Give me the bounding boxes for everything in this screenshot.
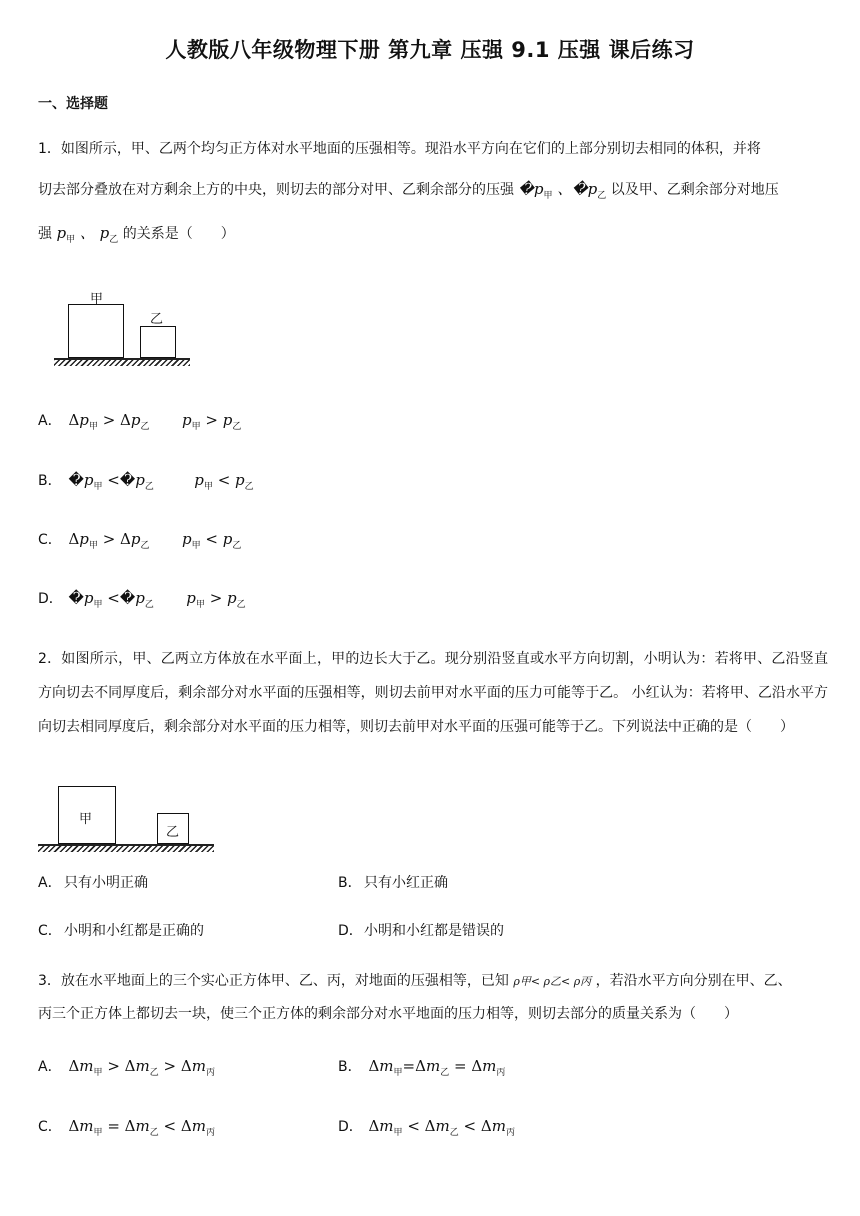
q1-option-a-left: $\Delta p_甲 > \Delta p_乙$ [68,411,150,432]
q1-text-line-2-b: 以及甲、乙剩余部分对地压 [610,182,779,198]
q3-text-line-1-b: ，若沿水平方向分别在甲、乙、 [595,973,792,989]
q1-option-c-left: $\Delta p_甲 > \Delta p_乙$ [68,530,150,551]
q1-option-b-left: $�p_甲$ $<�p_乙$ [68,471,154,492]
q1-text-line-3-b: 的关系是（ ） [122,226,235,242]
q1-text-line-3-a: 强 [38,226,52,242]
q3-option-c-text: $\Delta m_甲 = \Delta m_乙 < \Delta m_丙$ [68,1117,215,1138]
q2-ground [38,844,214,852]
q2-cube-jia-label: 甲 [79,812,93,827]
q1-option-b[interactable] [38,470,254,492]
q2-option-a-label: A． [38,875,62,891]
q2-option-b-text: 只有小红正确 [364,875,448,891]
q1-text-line-3 [38,222,235,245]
q1-option-c-label: C． [38,532,62,548]
q2-option-d-text: 小明和小红都是错误的 [364,923,504,939]
q3-text-line-2: 丙三个正方体上都切去一块，使三个正方体的剩余部分对水平地面的压力相等，则切去部分的质量关系为（ ） [38,1006,738,1022]
q2-option-b[interactable] [338,872,448,892]
q1-option-a-right: $p_甲 > p_乙$ [181,411,242,432]
q1-option-c[interactable] [38,529,241,551]
q3-option-a-text: $\Delta m_甲 > \Delta m_乙 > \Delta m_丙$ [68,1057,215,1078]
q1-text-line-2 [38,178,779,201]
q1-text-line-2-a: 切去部分叠放在对方剩余上方的中央，则切去的部分对甲、乙剩余部分的压强 [38,182,514,198]
q2-cube-yi-label: 乙 [166,825,180,840]
q3-option-b[interactable] [338,1056,505,1078]
q3-option-a[interactable] [38,1056,215,1078]
q3-text-line-1-a: 3．放在水平地面上的三个实心正方体甲、乙、丙，对地面的压强相等，已知 [38,973,509,989]
q1-option-b-label: B． [38,473,62,489]
q3-text-line-1 [38,970,792,990]
q1-formula-delta-p: $�p_甲$ 、$�p_乙$ [518,180,607,201]
q1-cube-jia [68,304,124,358]
q2-option-b-label: B． [338,875,362,891]
q1-cube-yi [140,326,176,358]
q3-option-d-label: D． [338,1119,363,1135]
q3-option-d[interactable] [338,1116,515,1138]
q2-option-c-text: 小明和小红都是正确的 [64,923,204,939]
q1-formula-p: $p_甲$ 、 $p_乙$ [56,224,119,245]
q3-density-relation: ρ甲< ρ乙< ρ丙 [513,975,592,988]
q2-option-a-text: 只有小明正确 [64,875,148,891]
q2-option-c-label: C． [38,923,62,939]
q3-option-a-label: A． [38,1059,62,1075]
q1-option-a-label: A． [38,413,62,429]
q3-option-c-label: C． [38,1119,62,1135]
q2-text: 2．如图所示，甲、乙两立方体放在水平面上，甲的边长大于乙。现分别沿竖直或水平方向切割，小明认为：若将甲、乙沿竖直方向切去不同厚度后，剩余部分对水平面的压强相等，则切去前甲对水平面的压力可能等于乙。 小红认为：若将甲、乙沿水平方向切去相同厚度后，剩余部分对水平面的压力相等，则切去前甲对水平面的压强可能等于乙。下列说法中正确的是（ ） [38,651,828,735]
page-title: 人教版八年级物理下册 第九章 压强 9.1 压强 课后练习 [165,38,695,62]
q2-option-d[interactable] [338,920,504,940]
q1-option-d-right: $p_甲 > p_乙$ [186,589,246,610]
q1-option-a[interactable] [38,410,241,432]
q3-option-b-label: B． [338,1059,362,1075]
q1-ground [54,358,190,366]
q3-option-b-text: $\Delta m_甲=\Delta m_乙 = \Delta m_丙$ [368,1057,506,1078]
q1-option-d-left: $�p_甲$ $<�p_乙$ [68,589,154,610]
q2-option-d-label: D． [338,923,363,939]
q3-option-c[interactable] [38,1116,215,1138]
q1-option-d-label: D． [38,591,63,607]
q1-option-d[interactable] [38,588,246,610]
q2-option-a[interactable] [38,872,148,892]
q1-cube-jia-label: 甲 [90,292,104,307]
q3-option-d-text: $\Delta m_甲 < \Delta m_乙 < \Delta m_丙$ [368,1117,515,1138]
q1-cube-yi-label: 乙 [150,312,164,327]
q2-option-c[interactable] [38,920,204,940]
q1-text-line-1: 1．如图所示，甲、乙两个均匀正方体对水平地面的压强相等。现沿水平方向在它们的上部分别切去相同的体积，并将 [38,141,761,157]
section-heading: 一、选择题 [38,96,108,112]
q1-option-b-right: $p_甲 < p_乙$ [194,471,254,492]
q1-option-c-right: $p_甲 < p_乙$ [181,530,242,551]
